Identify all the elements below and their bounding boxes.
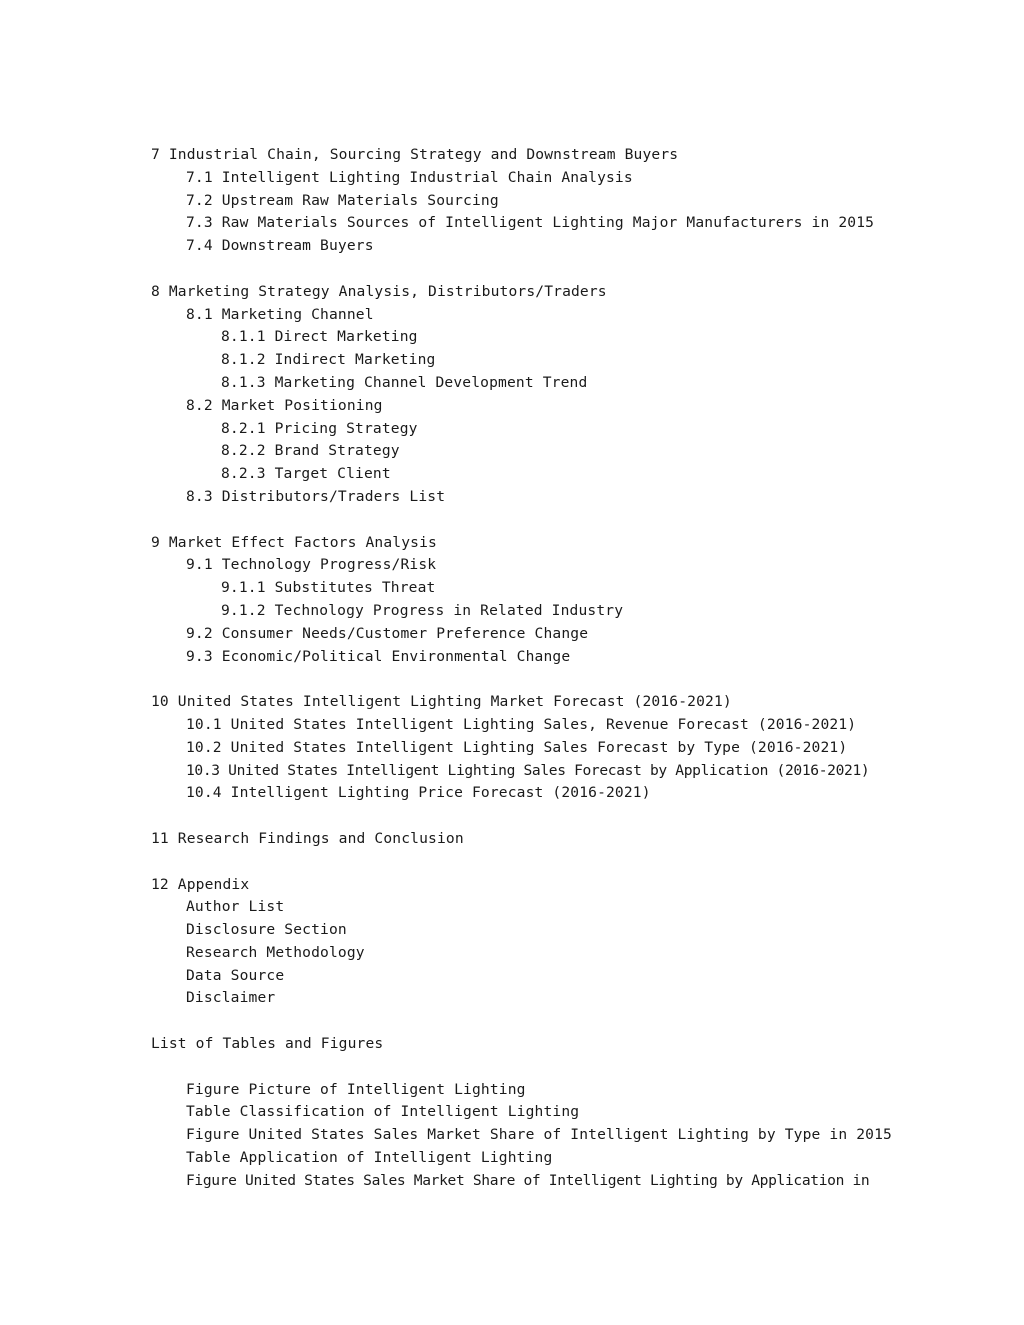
toc-item-8-2-2: 8.2.2 Brand Strategy: [221, 442, 400, 460]
toc-heading-10: 10 United States Intelligent Lighting Market Forecast (2016-2021): [151, 693, 732, 711]
toc-item-7-2: 7.2 Upstream Raw Materials Sourcing: [186, 191, 499, 209]
section-spacer: [151, 509, 911, 532]
section-spacer: [151, 668, 911, 691]
toc-heading-12: 12 Appendix: [151, 875, 250, 893]
toc-item-8-2-1: 8.2.1 Pricing Strategy: [221, 419, 418, 437]
toc-item-10-2: 10.2 United States Intelligent Lighting Sales Forecast by Type (2016-2021): [186, 738, 848, 756]
section-spacer: [151, 805, 911, 828]
tables-figures-heading: List of Tables and Figures: [151, 1035, 384, 1053]
section-spacer: [151, 1056, 911, 1079]
toc-item-8-1-2: 8.1.2 Indirect Marketing: [221, 351, 436, 369]
toc-item-9-3: 9.3 Economic/Political Environmental Change: [186, 647, 571, 665]
toc-item-9-2: 9.2 Consumer Needs/Customer Preference Change: [186, 624, 589, 642]
toc-item-9-1-2: 9.1.2 Technology Progress in Related Industry: [221, 601, 624, 619]
toc-item-7-1: 7.1 Intelligent Lighting Industrial Chain Analysis: [186, 168, 633, 186]
toc-item-7-4: 7.4 Downstream Buyers: [186, 237, 374, 255]
toc-heading-8: 8 Marketing Strategy Analysis, Distributors/Traders: [151, 282, 607, 300]
figure-item: Figure United States Sales Market Share of Intelligent Lighting by Application in: [186, 1171, 870, 1189]
toc-item-9-1: 9.1 Technology Progress/Risk: [186, 556, 437, 574]
toc-item-8-2: 8.2 Market Positioning: [186, 396, 383, 414]
toc-item-8-1-1: 8.1.1 Direct Marketing: [221, 328, 418, 346]
toc-item-author-list: Author List: [186, 898, 285, 916]
toc-item-disclosure-section: Disclosure Section: [186, 921, 347, 939]
section-spacer: [151, 851, 911, 874]
toc-heading-11: 11 Research Findings and Conclusion: [151, 829, 464, 847]
toc-item-7-3: 7.3 Raw Materials Sources of Intelligent Lighting Major Manufacturers in 2015: [186, 214, 875, 232]
toc-item-data-source: Data Source: [186, 966, 285, 984]
toc-item-8-1: 8.1 Marketing Channel: [186, 305, 374, 323]
toc-item-8-2-3: 8.2.3 Target Client: [221, 465, 391, 483]
toc-item-8-3: 8.3 Distributors/Traders List: [186, 487, 446, 505]
section-spacer: [151, 1010, 911, 1033]
figure-item: Figure Picture of Intelligent Lighting: [186, 1080, 526, 1098]
table-of-contents: [151, 144, 911, 1193]
toc-item-8-1-3: 8.1.3 Marketing Channel Development Trend: [221, 373, 588, 391]
toc-item-9-1-1: 9.1.1 Substitutes Threat: [221, 579, 436, 597]
toc-item-10-4: 10.4 Intelligent Lighting Price Forecast (2016-2021): [186, 784, 651, 802]
toc-heading-7: 7 Industrial Chain, Sourcing Strategy and Downstream Buyers: [151, 146, 679, 163]
toc-heading-9: 9 Market Effect Factors Analysis: [151, 533, 437, 551]
toc-item-disclaimer: Disclaimer: [186, 989, 276, 1007]
toc-item-research-methodology: Research Methodology: [186, 943, 365, 961]
section-spacer: [151, 258, 911, 281]
toc-item-10-3: 10.3 United States Intelligent Lighting Sales Forecast by Application (2016-2021): [186, 761, 870, 779]
table-item: Table Classification of Intelligent Lighting: [186, 1103, 580, 1121]
toc-item-10-1: 10.1 United States Intelligent Lighting Sales, Revenue Forecast (2016-2021): [186, 715, 857, 733]
table-item: Table Application of Intelligent Lighting: [186, 1149, 553, 1167]
figure-item: Figure United States Sales Market Share of Intelligent Lighting by Type in 2015: [186, 1126, 892, 1144]
